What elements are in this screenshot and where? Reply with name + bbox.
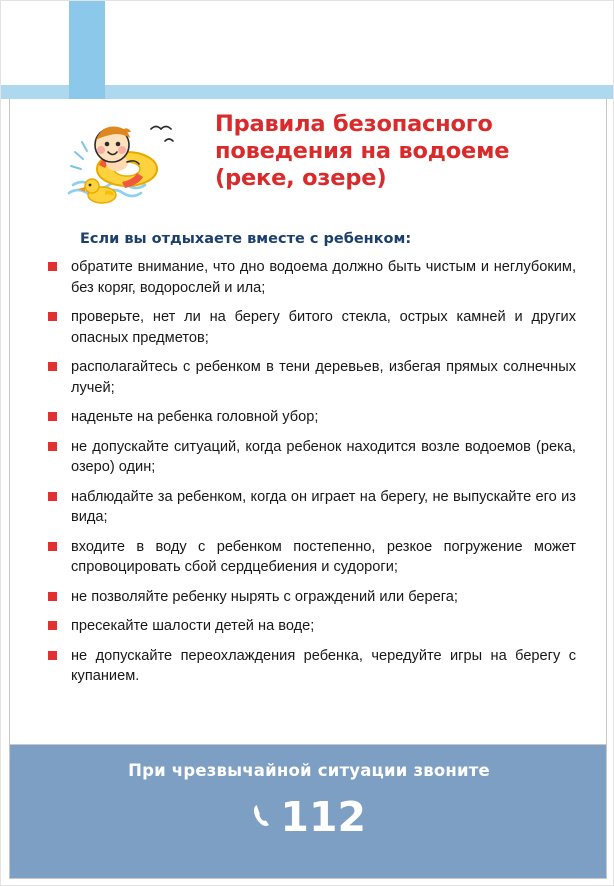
list-item-text: не допускайте ситуаций, когда ребенок находится возле водоемов (река, озеро) один; — [71, 438, 576, 475]
list-item — [48, 357, 576, 398]
page-title — [215, 111, 593, 192]
list-item-text: наблюдайте за ребенком, когда он играет на берегу, не выпускайте его из вида; — [71, 488, 576, 525]
list-item — [48, 307, 576, 348]
list-item — [48, 646, 576, 687]
square-bullet-icon — [48, 492, 57, 501]
list-item-text: пресекайте шалости детей на воде; — [71, 618, 315, 634]
emergency-call-text: При чрезвычайной ситуации звоните — [128, 761, 490, 780]
child-with-swim-ring-and-duck-illustration — [65, 107, 195, 219]
poster-body — [9, 99, 607, 745]
list-item-text: обратите внимание, что дно водоема должно быть чистым и неглубоким, без коряг, водорослей и ила; — [71, 259, 576, 296]
square-bullet-icon — [48, 592, 57, 601]
square-bullet-icon — [48, 312, 57, 321]
square-bullet-icon — [48, 262, 57, 271]
emergency-footer — [9, 745, 607, 879]
title-line-2: поведения на водоеме — [215, 138, 510, 164]
list-item-text: входите в воду с ребенком постепенно, резкое погружение может спровоцировать сбой сердцебиения и судороги; — [71, 538, 576, 575]
list-item-text: проверьте, нет ли на берегу битого стекла, острых камней и других опасных предметов; — [71, 309, 576, 346]
list-item-text: располагайтесь с ребенком в тени деревьев, избегая прямых солнечных лучей; — [71, 359, 576, 396]
vertical-blue-stripe — [69, 1, 105, 99]
emergency-phone-number: 112 — [280, 793, 367, 841]
header-zone — [10, 99, 608, 225]
rules-list — [48, 257, 576, 696]
list-item — [48, 257, 576, 298]
list-item — [48, 407, 576, 428]
bottom-white-space — [1, 879, 614, 886]
phone-handset-icon — [252, 803, 272, 832]
list-item-text: не позволяйте ребенку нырять с ограждений или берега; — [71, 588, 458, 605]
list-item — [48, 487, 576, 528]
list-item — [48, 437, 576, 478]
title-line-3: (реке, озере) — [215, 165, 387, 191]
title-line-1: Правила безопасного — [215, 111, 493, 137]
subtitle: Если вы отдыхаете вместе с ребенком: — [80, 231, 412, 247]
square-bullet-icon — [48, 412, 57, 421]
square-bullet-icon — [48, 651, 57, 660]
square-bullet-icon — [48, 362, 57, 371]
square-bullet-icon — [48, 542, 57, 551]
emergency-phone-row — [10, 793, 608, 841]
list-item — [48, 537, 576, 578]
list-item — [48, 587, 576, 608]
list-item — [48, 616, 576, 637]
square-bullet-icon — [48, 442, 57, 451]
list-item-text: наденьте на ребенка головной убор; — [71, 409, 319, 425]
square-bullet-icon — [48, 621, 57, 630]
list-item-text: не допускайте переохлаждения ребенка, чередуйте игры на берегу с купанием. — [71, 647, 576, 684]
